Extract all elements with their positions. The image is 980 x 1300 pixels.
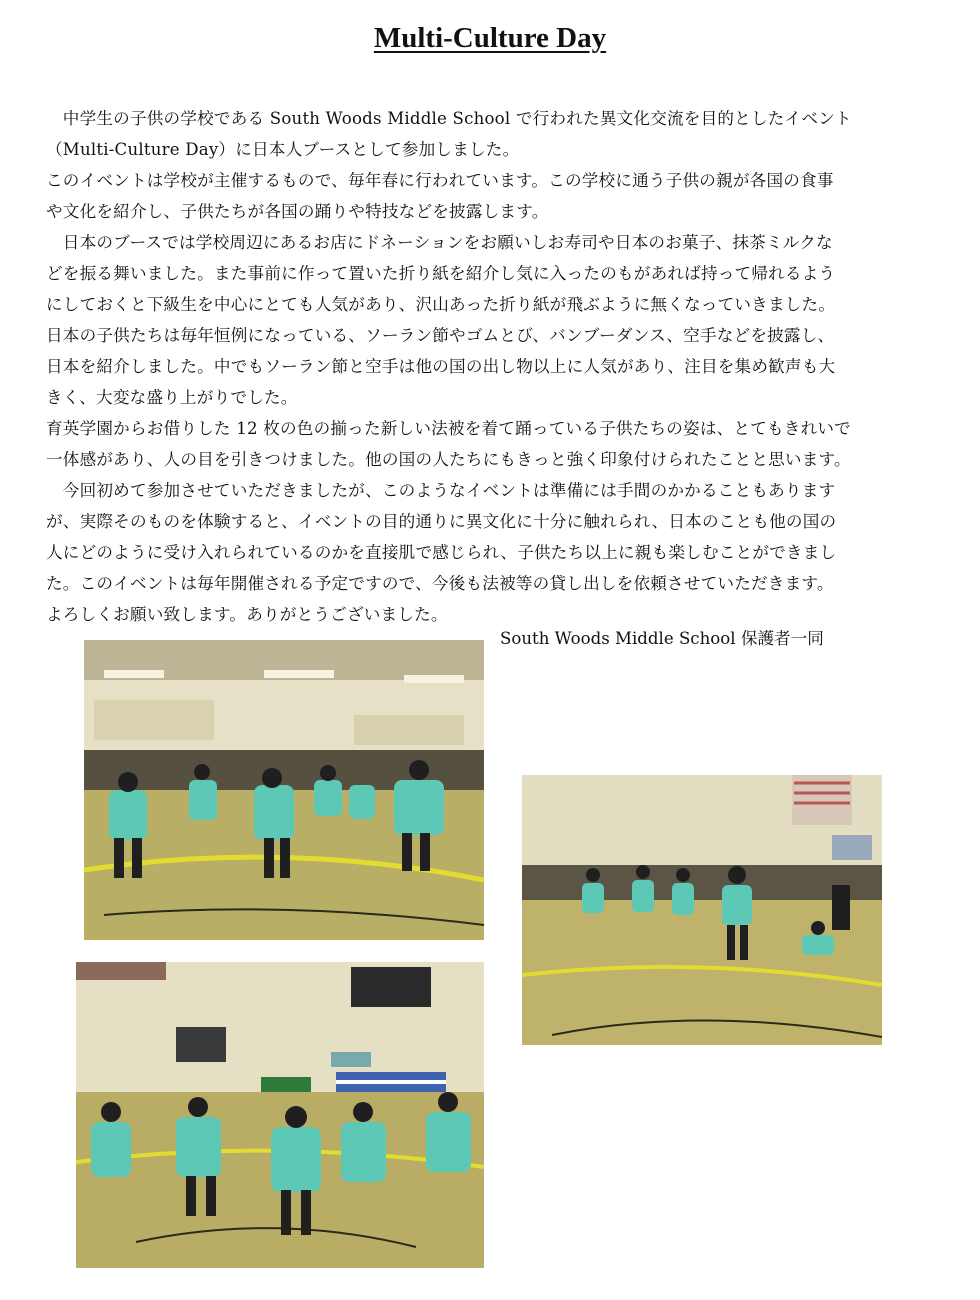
- body-line: （Multi-Culture Day）に日本人ブースとして参加しました。: [46, 140, 520, 159]
- body-line: にしておくと下級生を中心にとても人気があり、沢山あった折り紙が飛ぶように無くなっていきました。: [46, 295, 836, 314]
- body-line: このイベントは学校が主催するもので、毎年春に行われています。この学校に通う子供の親が各国の食事: [46, 171, 834, 190]
- dance-photo-1: [84, 640, 484, 940]
- body-line: 日本の子供たちは毎年恒例になっている、ソーラン節やゴムとび、バンブーダンス、空手などを披露し、: [46, 326, 835, 345]
- body-line: 中学生の子供の学校である South Woods Middle School で行われた異文化交流を目的としたイベント: [46, 109, 852, 128]
- body-line: 一体感があり、人の目を引きつけました。他の国の人たちにもきっと強く印象付けられたことと思います。: [46, 450, 851, 469]
- body-line: 人にどのように受け入れられているのかを直接肌で感じられ、子供たち以上に親も楽しむことができまし: [46, 543, 837, 562]
- dance-photo-1-image: [84, 640, 484, 940]
- body-line: た。このイベントは毎年開催される予定ですので、今後も法被等の貸し出しを依頼させていただきます。: [46, 574, 834, 593]
- page-title: [0, 22, 980, 55]
- dance-photo-2: [522, 775, 882, 1045]
- body-line: 日本のブースでは学校周辺にあるお店にドネーションをお願いしお寿司や日本のお菓子、抹茶ミルクな: [46, 233, 833, 252]
- article-body: [46, 103, 944, 630]
- page-title-text: Multi-Culture Day: [373, 22, 607, 54]
- body-line: 今回初めて参加させていただきましたが、このようなイベントは準備には手間のかかることもあります: [46, 481, 836, 500]
- body-line: 育英学園からお借りした 12 枚の色の揃った新しい法被を着て踊っている子供たちの姿は、とてもきれいで: [46, 419, 851, 438]
- body-line: 日本を紹介しました。中でもソーラン節と空手は他の国の出し物以上に人気があり、注目を集め歓声も大: [46, 357, 836, 376]
- body-line: や文化を紹介し、子供たちが各国の踊りや特技などを披露します。: [46, 202, 549, 221]
- dance-photo-3-image: [76, 962, 484, 1268]
- body-line: が、実際そのものを体験すると、イベントの目的通りに異文化に十分に触れられ、日本のことも他の国の: [46, 512, 837, 531]
- body-line: よろしくお願い致します。ありがとうございました。: [46, 605, 448, 624]
- body-line: どを振る舞いました。また事前に作って置いた折り紙を紹介し気に入ったのもがあれば持って帰れるよう: [46, 264, 836, 283]
- body-line: きく、大変な盛り上がりでした。: [46, 388, 298, 407]
- dance-photo-3: [76, 962, 484, 1268]
- dance-photo-2-image: [522, 775, 882, 1045]
- signature: South Woods Middle School 保護者一同: [500, 629, 824, 648]
